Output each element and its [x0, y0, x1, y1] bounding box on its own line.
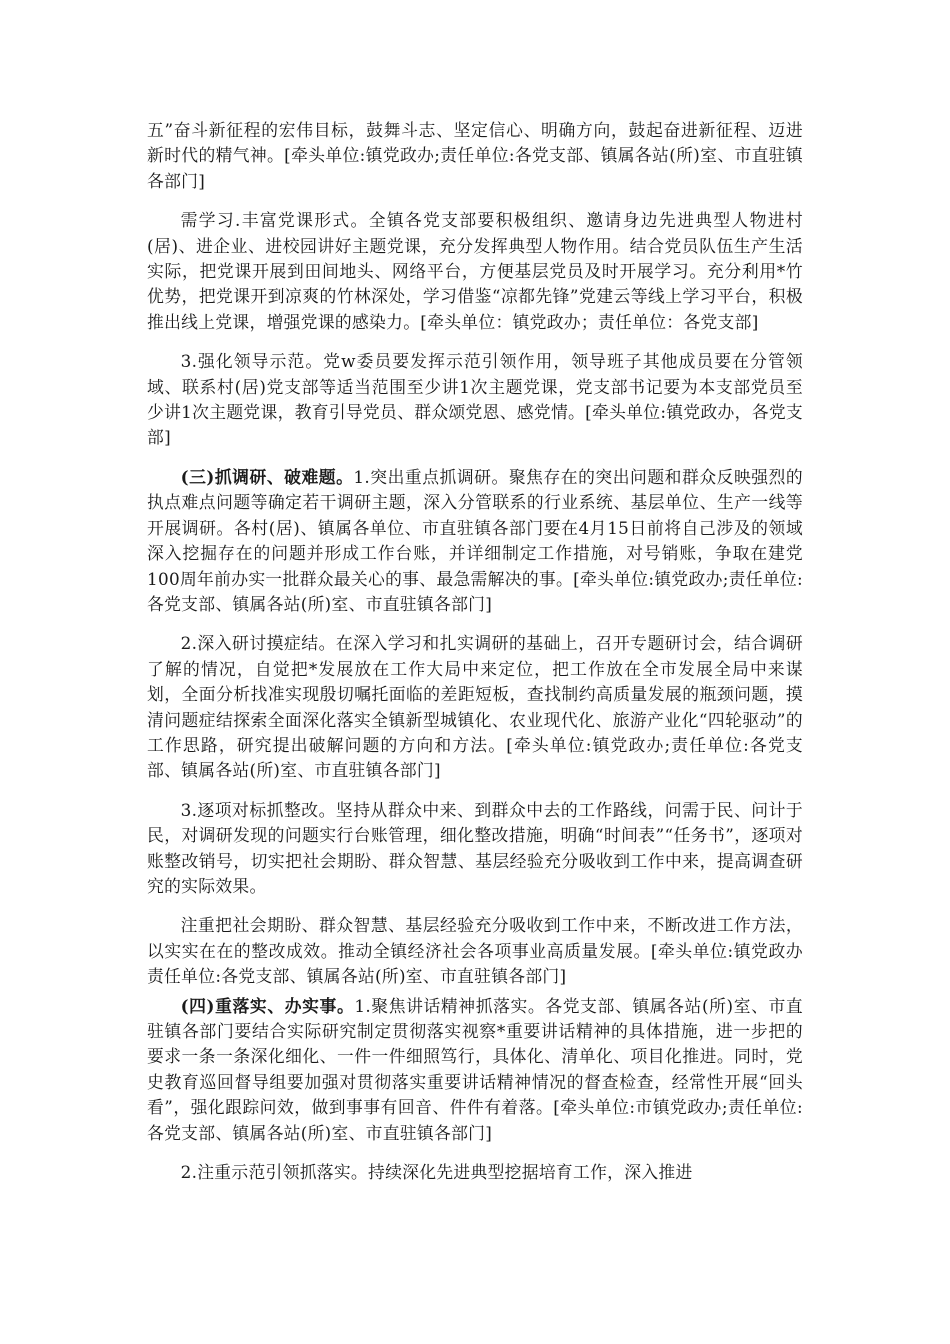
paragraph-text: 2.注重示范引领抓落实。持续深化先进典型挖据培育工作，深入推进: [180, 1162, 693, 1183]
section-heading: (四)重落实、办实事。: [180, 995, 355, 1016]
paragraph-9: [147, 1160, 803, 1185]
paragraph-8: [147, 994, 803, 1146]
paragraph-text: 2.深入研讨摸症结。在深入学习和扎实调研的基础上，召开专题研讨会，结合调研了解的情况，自觉把*发展放在工作大局中来定位，把工作放在全市发展全局中来谋划，全面分析找准实现殷切嘱托面临的差距短板，查找制约高质量发展的瓶颈问题，摸清问题症结探索全面深化落实全镇新型城镇化、农业现代化、旅游产业化“四轮驱动”的工作思路，研究提出破解问题的方向和方法。[牵头单位:镇党政办;责任单位:各党支部、镇属各站(所)室、市直驻镇各部门]: [147, 633, 803, 781]
paragraph-text: 1.突出重点抓调研。聚焦存在的突出问题和群众反映强烈的执点难点问题等确定若干调研主题，深入分管联系的行业系统、基层单位、生产一线等开展调研。各村(居)、镇属各单位、市直驻镇各部门要在4月15日前将自己涉及的领域深入挖掘存在的问题并形成工作台账，并详细制定工作措施，对号销账，争取在建党100周年前办实一批群众最关心的事、最急需解决的事。[牵头单位:镇党政办;责任单位:各党支部、镇属各站(所)室、市直驻镇各部门]: [147, 466, 803, 614]
paragraph-text: 1.聚焦讲话精神抓落实。各党支部、镇属各站(所)室、市直驻镇各部门要结合实际研究制定贯彻落实视察*重要讲话精神的具体措施，进一步把的要求一条一条深化细化、一件一件细照笃行，具体化、清单化、项目化推进。同时，党史教育巡回督导组要加强对贯彻落实重要讲话精神情况的督查检查，经常性开展“回头看”，强化跟踪问效，做到事事有回音、件件有着落。[牵头单位:市镇党政办;责任单位:各党支部、镇属各站(所)室、市直驻镇各部门]: [147, 995, 803, 1143]
paragraph-3: [147, 349, 803, 451]
paragraph-text: 注重把社会期盼、群众智慧、基层经验充分吸收到工作中来，不断改进工作方法，以实实在在的整改成效。推动全镇经济社会各项事业高质量发展。[牵头单位:镇党政办责任单位:各党支部、镇属各站(所)室、市直驻镇各部门]: [147, 915, 803, 987]
section-heading: (三)抓调研、破难题。: [180, 466, 354, 487]
paragraph-4: [147, 465, 803, 617]
paragraph-text: 需学习.丰富党课形式。全镇各党支部要积极组织、邀请身边先进典型人物进村(居)、进企业、进校园讲好主题党课，充分发挥典型人物作用。结合党员队伍生产生活实际，把党课开展到田间地头、网络平台，方便基层党员及时开展学习。充分利用*竹优势，把党课开到凉爽的竹林深处，学习借鉴“凉都先锋”党建云等线上学习平台，积极推出线上党课，增强党课的感染力。[牵头单位：镇党政办；责任单位：各党支部]: [147, 210, 803, 332]
document-page: [147, 118, 803, 1199]
paragraph-7: [147, 913, 803, 989]
paragraph-2: [147, 208, 803, 335]
paragraph-1: [147, 118, 803, 194]
paragraph-text: 3.逐项对标抓整改。坚持从群众中来、到群众中去的工作路线，问需于民、问计于民，对调研发现的问题实行台账管理，细化整改措施，明确“时间表”“任务书”，逐项对账整改销号，切实把社会期盼、群众智慧、基层经验充分吸收到工作中来，提高调查研究的实际效果。: [147, 799, 803, 896]
paragraph-text: 3.强化领导示范。党w委员要发挥示范引领作用，领导班子其他成员要在分管领域、联系村(居)党支部等适当范围至少讲1次主题党课，党支部书记要为本支部党员至少讲1次主题党课，教育引导党员、群众颂党恩、感党情。[牵头单位:镇党政办，各党支部]: [147, 351, 803, 448]
paragraph-5: [147, 631, 803, 783]
paragraph-6: [147, 798, 803, 900]
paragraph-text: 五”奋斗新征程的宏伟目标，鼓舞斗志、坚定信心、明确方向，鼓起奋进新征程、迈进新时代的精气神。[牵头单位:镇党政办;责任单位:各党支部、镇属各站(所)室、市直驻镇各部门]: [147, 120, 803, 191]
